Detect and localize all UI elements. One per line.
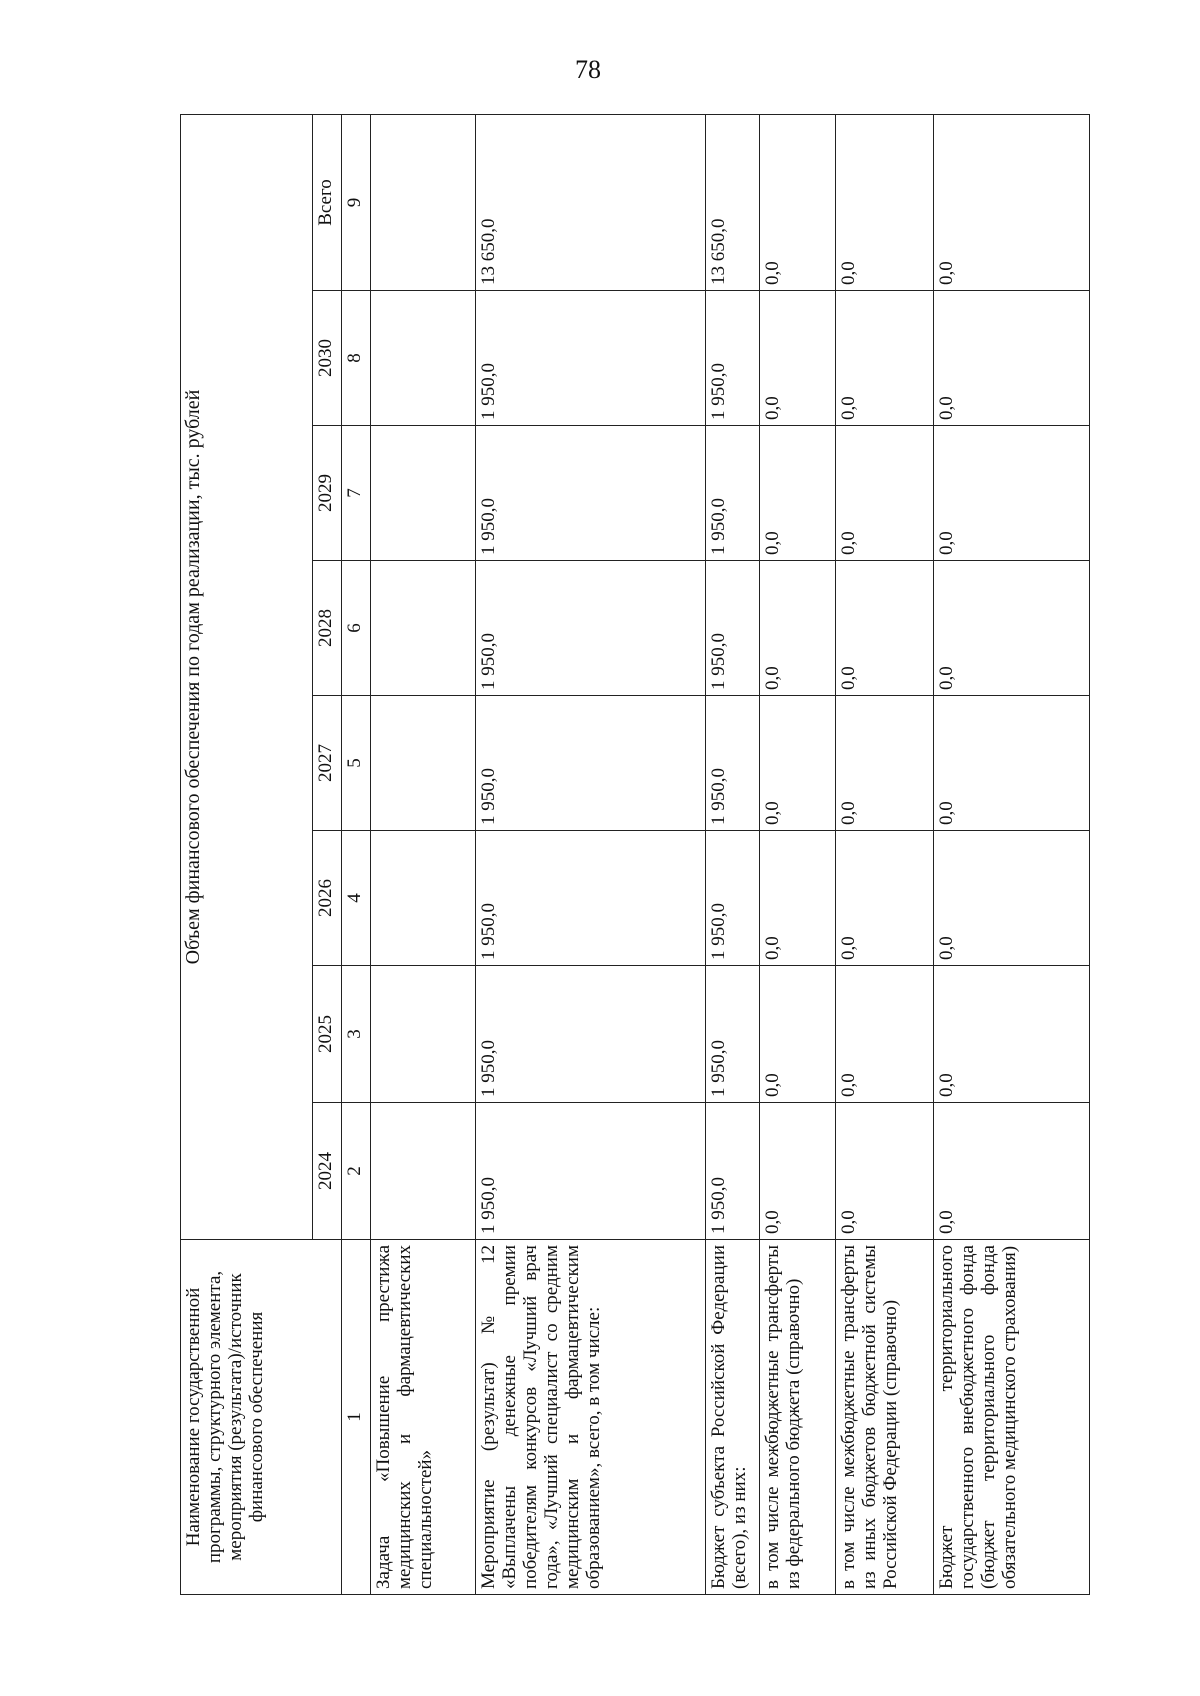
rotated-table-container [180,115,1090,1595]
funding-volume-header: Объем финансового обеспечения по годам реализации, тыс. рублей [181,114,313,1239]
cell-value: 1 950,0 [705,696,760,831]
column-number: 5 [342,696,370,831]
cell-value: 1 950,0 [705,966,760,1103]
cell-value [370,291,475,426]
cell-value [370,696,475,831]
row-name: Бюджет территориального государственного внебюджетного фонда (бюджет территориального фонда обязательного медицинского страхования) [934,1240,1090,1595]
cell-value: 0,0 [836,114,934,290]
cell-value: 0,0 [934,1103,1090,1240]
cell-value: 1 950,0 [475,966,705,1103]
cell-value: 0,0 [760,291,836,426]
column-number: 7 [342,426,370,561]
year-header-2030: 2030 [312,291,341,426]
cell-value: 0,0 [836,291,934,426]
year-header-2027: 2027 [312,696,341,831]
year-header-2026: 2026 [312,831,341,966]
row-name: в том числе межбюджетные трансферты из иных бюджетов бюджетной системы Российской Федерации (справочно) [836,1240,934,1595]
column-number: 8 [342,291,370,426]
table-row [370,114,475,1594]
year-header-2029: 2029 [312,426,341,561]
cell-value: 1 950,0 [475,561,705,696]
page-number: 78 [575,55,601,84]
table-row [705,114,760,1594]
cell-value: 1 950,0 [705,1103,760,1240]
cell-value: 1 950,0 [705,426,760,561]
column-number: 1 [342,1240,370,1595]
year-header-2028: 2028 [312,561,341,696]
cell-value: 0,0 [760,561,836,696]
column-number: 4 [342,831,370,966]
cell-value: 0,0 [836,696,934,831]
year-header-2025: 2025 [312,966,341,1103]
cell-value: 0,0 [934,426,1090,561]
cell-value: 0,0 [760,1103,836,1240]
cell-value: 0,0 [836,426,934,561]
cell-value: 0,0 [934,966,1090,1103]
cell-value: 13 650,0 [475,114,705,290]
column-number: 3 [342,966,370,1103]
cell-value: 0,0 [760,831,836,966]
cell-value: 1 950,0 [475,291,705,426]
cell-value: 0,0 [934,291,1090,426]
column-number: 2 [342,1103,370,1240]
row-name: Мероприятие (результат) № 12 «Выплачены денежные премии победителям конкурсов «Лучший врач года», «Лучший специалист со средним медицинским и фармацевтическим образованием», всего, в том числе: [475,1240,705,1595]
cell-value: 1 950,0 [475,426,705,561]
cell-value: 13 650,0 [705,114,760,290]
cell-value: 0,0 [760,114,836,290]
cell-value: 0,0 [760,426,836,561]
year-header-2024: 2024 [312,1103,341,1240]
row-name: Бюджет субъекта Российской Федерации (всего), из них: [705,1240,760,1595]
cell-value: 0,0 [836,561,934,696]
funding-table [180,114,1090,1595]
column-number: 6 [342,561,370,696]
table-row [760,114,836,1594]
cell-value: 1 950,0 [475,831,705,966]
cell-value: 1 950,0 [705,291,760,426]
cell-value [370,831,475,966]
cell-value: 0,0 [836,831,934,966]
cell-value: 0,0 [760,966,836,1103]
cell-value: 1 950,0 [705,561,760,696]
cell-value: 1 950,0 [705,831,760,966]
table-row [934,114,1090,1594]
cell-value: 0,0 [836,966,934,1103]
cell-value: 0,0 [934,696,1090,831]
cell-value [370,966,475,1103]
cell-value [370,561,475,696]
name-column-header: Наименование государственной программы, структурного элемента, мероприятия (результата)/источник финансового обеспечения [181,1240,342,1595]
cell-value: 0,0 [934,114,1090,290]
table-row [836,114,934,1594]
cell-value: 0,0 [934,831,1090,966]
cell-value: 0,0 [836,1103,934,1240]
table-row [475,114,705,1594]
row-name: Задача «Повышение престижа медицинских и фармацевтических специальностей» [370,1240,475,1595]
cell-value: 1 950,0 [475,696,705,831]
column-number: 9 [342,114,370,290]
cell-value [370,1103,475,1240]
year-header-total: Всего [312,114,341,290]
row-name: в том числе межбюджетные трансферты из федерального бюджета (справочно) [760,1240,836,1595]
cell-value: 0,0 [934,561,1090,696]
cell-value: 1 950,0 [475,1103,705,1240]
cell-value: 0,0 [760,696,836,831]
cell-value [370,114,475,290]
cell-value [370,426,475,561]
